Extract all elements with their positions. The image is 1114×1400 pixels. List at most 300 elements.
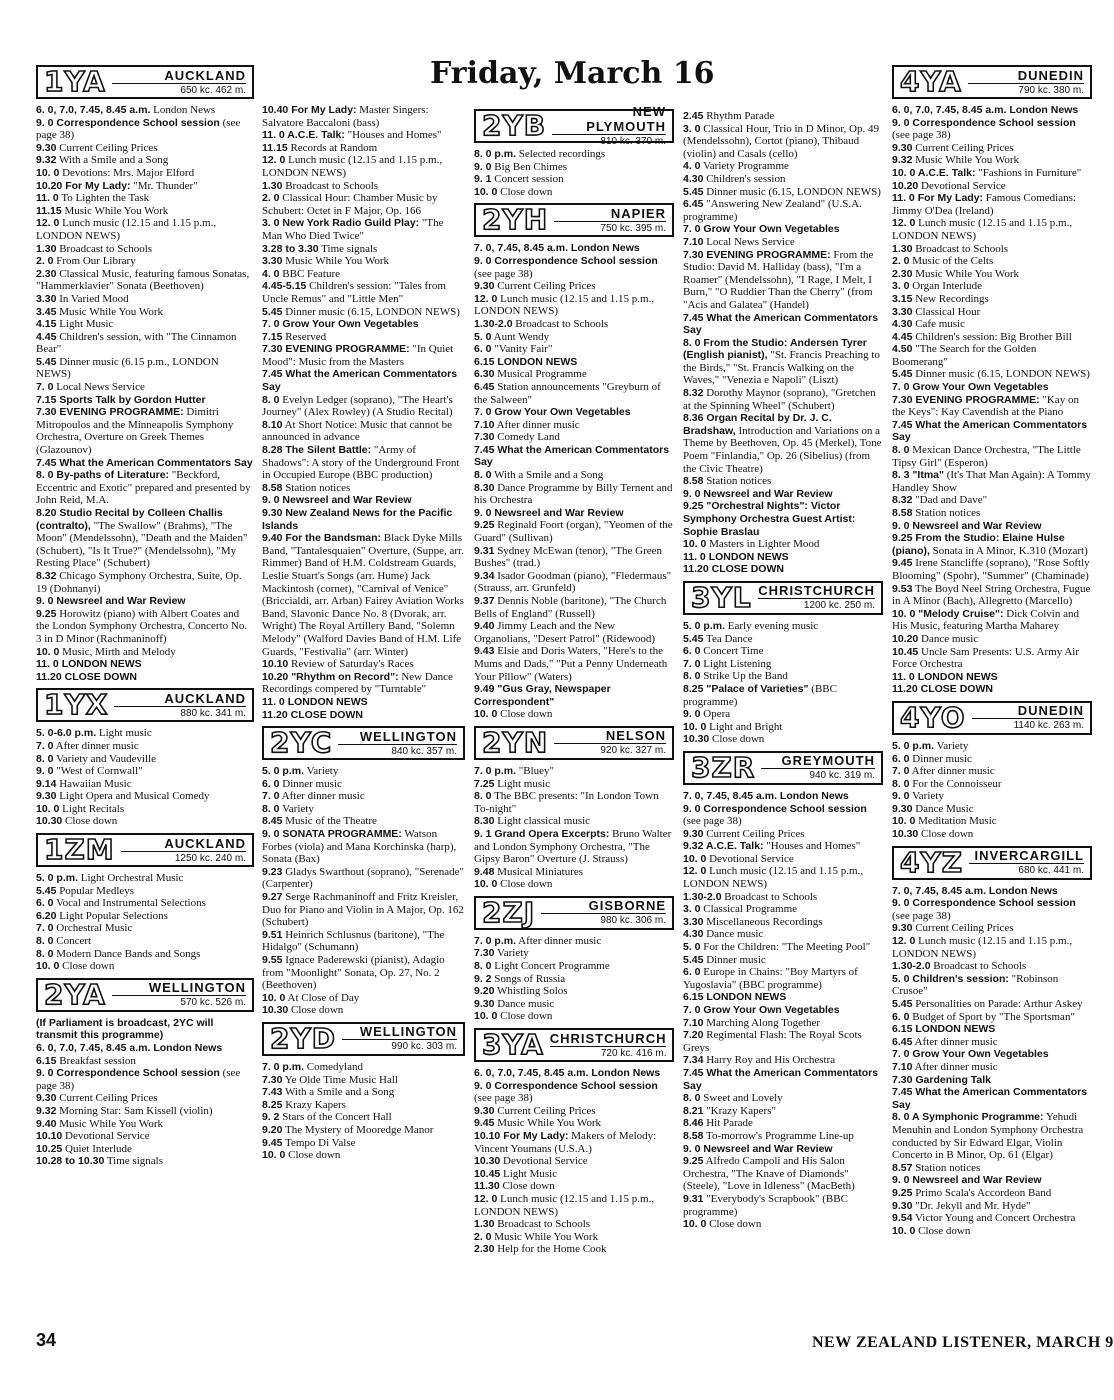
programme-text: Dennis Noble (baritone), "The Church Bells of England" (Russell) <box>474 595 667 620</box>
programme-text: Music of the Theatre <box>282 815 377 828</box>
programme-time: 8. 0 <box>892 444 910 457</box>
programme-text: Sweet and Lovely <box>700 1092 783 1105</box>
programme-entry <box>892 1111 1092 1161</box>
programme-time: 8.46 <box>683 1117 704 1130</box>
programme-entry <box>474 778 674 791</box>
programme-text: "Mr. Thunder" <box>130 179 198 192</box>
programme-time: 2. 0 <box>474 1230 492 1243</box>
programme-entry <box>683 1017 883 1030</box>
programme-entry <box>36 1055 254 1068</box>
programme-time: 8.10 <box>262 418 283 431</box>
programme-time: 9.30 <box>892 141 913 154</box>
programme-time: 1.30 <box>892 242 913 255</box>
programme-time: 8.32 <box>36 569 57 582</box>
programme-text: At Close of Day <box>285 991 360 1004</box>
programme-entry <box>474 255 674 280</box>
programme-entry <box>36 192 254 205</box>
programme-time: 9. 0 Newsreel and War Review <box>892 519 1042 532</box>
programme-time: 9. 0 Newsreel and War Review <box>683 1142 833 1155</box>
programme-text: Current Ceiling Prices <box>912 922 1014 935</box>
programme-entry <box>892 180 1092 193</box>
programme-text: Broadcast to Schools <box>512 317 609 330</box>
programme-time: 6.15 <box>36 1054 57 1067</box>
programme-text: Stars of the Concert Hall <box>279 1111 392 1124</box>
programme-entry <box>262 1086 465 1099</box>
station-frequency: 920 kc. 327 m. <box>600 745 666 757</box>
programme-list <box>892 104 1092 696</box>
programme-text: Devotional Service <box>918 179 1006 192</box>
programme-entry <box>474 1080 674 1105</box>
programme-text: Concert session <box>491 173 564 186</box>
programme-text: With a Smile and a Song <box>491 469 604 482</box>
programme-time: 9.14 <box>36 777 57 790</box>
programme-time: 9.30 New Zealand News for the Pacific Islands <box>262 507 453 532</box>
programme-entry <box>36 1017 254 1042</box>
programme-entry <box>262 790 465 803</box>
programme-entry <box>892 646 1092 671</box>
station-callsign: 2YA <box>44 977 106 1011</box>
programme-time: 9. 0 SONATA PROGRAMME: <box>262 828 402 841</box>
station-callsign: 2YD <box>270 1021 336 1055</box>
programme-text: Records at Random <box>287 141 378 154</box>
station-frequency: 990 kc. 303 m. <box>391 1041 457 1053</box>
programme-entry <box>474 519 674 544</box>
programme-entry <box>683 853 883 866</box>
programme-text: "Fashions in Furniture" <box>975 166 1082 179</box>
programme-text: Musical Miniatures <box>494 865 584 878</box>
programme-time: 7.30 Gardening Talk <box>892 1073 992 1086</box>
programme-entry <box>892 532 1092 557</box>
programme-text: With a Smile and a Song <box>282 1086 395 1099</box>
programme-time: 8. 0 <box>683 670 701 683</box>
programme-time: 8. 0 <box>474 960 492 973</box>
page-title: Friday, March 16 <box>430 56 715 91</box>
station-callsign: 1YA <box>44 65 106 98</box>
programme-text: "Dr. Jekyll and Mr. Hyde" <box>912 1199 1031 1212</box>
programme-time: 9.53 <box>892 582 913 595</box>
programme-time: 10. 0 <box>262 991 286 1004</box>
programme-time: 5. 0 <box>683 941 701 954</box>
programme-entry <box>683 941 883 954</box>
programme-time: 2.45 <box>683 110 704 122</box>
programme-entry <box>892 1212 1092 1225</box>
programme-time: 2.30 <box>892 267 913 280</box>
programme-entry <box>474 708 674 721</box>
station-callsign: 2ZJ <box>482 895 536 929</box>
programme-entry <box>683 500 883 538</box>
programme-entry <box>262 803 465 816</box>
programme-entry <box>474 947 674 960</box>
programme-text: Horowitz (piano) with Albert Coates and the London Symphony Orchestra, Concerto No. 3 in D Minor (Rachmaninoff) <box>36 607 248 645</box>
programme-time: 1.30 <box>474 1218 495 1231</box>
programme-time: 9. 0 <box>683 708 701 721</box>
programme-time: 11. 0 <box>36 192 59 205</box>
programme-time: 10.45 <box>892 645 919 658</box>
station-header-3ya <box>474 1028 674 1062</box>
programme-entry <box>474 293 674 318</box>
programme-text: From the Studio: David M. Halliday (bass), "I'm a Roamer" (Mendelssohn), "I Rage, I Melt, I Burn," "O Ruddier Than the Cherry" (from "Acis and Galatea" (Handel) <box>683 248 874 311</box>
programme-entry <box>474 419 674 432</box>
programme-time: 10. 0 <box>683 852 707 865</box>
programme-time: 7.10 <box>474 418 495 431</box>
programme-entry <box>683 828 883 841</box>
programme-text: After dinner music <box>912 1035 998 1048</box>
programme-time: 8.25 <box>262 1098 283 1111</box>
programme-entry <box>892 753 1092 766</box>
programme-time: 10. 0 <box>474 878 498 891</box>
programme-time: 7.30 EVENING PROGRAMME: <box>892 393 1040 406</box>
programme-text: The Mystery of Mooredge Manor <box>282 1123 434 1136</box>
programme-text: After dinner music <box>912 1060 998 1073</box>
programme-text: (see page 38) <box>892 909 951 922</box>
station-city: GREYMOUTH <box>761 753 875 769</box>
programme-entry <box>892 419 1092 444</box>
programme-time: 3.15 <box>892 292 913 305</box>
programme-time: 4.30 <box>683 172 704 185</box>
programme-text: Broadcast to Schools <box>721 890 818 903</box>
column-4 <box>683 110 883 1231</box>
programme-text: Sydney McEwan (tenor), "The Green Bushes" (trad.) <box>474 544 663 570</box>
programme-text: Variety <box>304 765 339 778</box>
station-frequency: 650 kc. 462 m. <box>180 84 246 96</box>
programme-time: 7.45 What the American Commentators Say <box>892 418 1088 444</box>
programme-text: From Our Library <box>53 255 136 268</box>
programme-text: Classical Programme <box>700 903 798 916</box>
programme-time: 12. 0 <box>36 217 60 230</box>
programme-entry <box>262 368 465 393</box>
programme-time: 10.20 <box>892 179 919 192</box>
programme-text: "Dad and Dave" <box>912 494 988 507</box>
programme-time: 6. 0, 7.0, 7.45, 8.45 a.m. London News <box>892 104 1079 116</box>
programme-time: 9.25 "Orchestral Nights": Victor Symphony Orchestra Guest Artist: Sophie Braslau <box>683 500 856 538</box>
programme-time: 7. 0 Grow Your Own Vegetables <box>683 223 840 236</box>
programme-time: 10. 0 <box>36 802 60 815</box>
programme-entry <box>892 1187 1092 1200</box>
programme-text: The BBC presents: "In London Town To-night" <box>474 790 659 815</box>
programme-time: 11. 0 For My Lady: <box>892 192 984 205</box>
programme-entry <box>36 318 254 331</box>
programme-text: With a Smile and a Song <box>56 154 169 167</box>
programme-entry <box>892 381 1092 394</box>
programme-list <box>36 1017 254 1168</box>
programme-entry <box>683 1218 883 1231</box>
programme-text: Master Singers: Salvatore Baccaloni (bass) <box>262 104 429 129</box>
programme-text: Light Opera and Musical Comedy <box>56 790 210 803</box>
station-callsign: 3ZR <box>691 750 756 784</box>
programme-text: Serge Rachmaninoff and Fritz Kreisler, Duo for Piano and Violin in A Major, Op. 162 (Schubert) <box>262 891 464 929</box>
programme-entry <box>892 765 1092 778</box>
programme-time: 9.32 <box>892 154 913 167</box>
programme-text: Classical Music, featuring famous Sonatas, "Hammerklavier" Sonata (Beethoven) <box>36 267 250 293</box>
programme-entry <box>36 948 254 961</box>
station-header-1yx <box>36 688 254 722</box>
programme-time: 9.25 <box>474 519 495 532</box>
column-5 <box>892 60 1092 1237</box>
programme-time: 9. 0 Correspondence School session <box>474 254 658 267</box>
programme-time: 5.45 <box>892 368 913 381</box>
programme-time: 9.32 <box>36 1104 57 1117</box>
programme-text: Early evening music <box>725 619 819 632</box>
programme-text: Lunch music (12.15 and 1.15 p.m., LONDON NEWS) <box>36 217 217 242</box>
station-city: CHRISTCHURCH <box>758 583 875 599</box>
programme-text: Dance music <box>494 997 555 1010</box>
programme-time: 10. 0 <box>683 1218 707 1231</box>
programme-time: 9.30 <box>36 1092 57 1105</box>
programme-time: 11.20 CLOSE DOWN <box>892 683 993 696</box>
programme-entry <box>683 1105 883 1118</box>
programme-entry <box>683 721 883 734</box>
programme-entry <box>683 790 883 803</box>
programme-time: 11. 0 LONDON NEWS <box>683 550 789 563</box>
station-city: DUNEDIN <box>968 68 1084 84</box>
programme-text: "St. Francis Preaching to the Birds," "St. Francis Walking on the Waves," "Venezia e Napoli" (Liszt) <box>683 349 880 387</box>
station-frequency: 1200 kc. 250 m. <box>803 600 875 612</box>
programme-entry <box>262 318 465 331</box>
programme-text: Chicago Symphony Orchestra, Suite, Op. 19 (Dohnanyi) <box>36 569 242 595</box>
programme-time: 7.43 <box>262 1086 283 1099</box>
programme-text: Uncle Sam Presents: U.S. Army Air Force Orchestra <box>892 645 1079 671</box>
programme-list <box>36 727 254 828</box>
programme-entry <box>36 753 254 766</box>
programme-time: 5.45 <box>36 355 57 368</box>
programme-time: 7.34 <box>683 1054 704 1067</box>
programme-entry <box>474 280 674 293</box>
programme-time: 8.45 <box>262 815 283 828</box>
programme-entry <box>892 1162 1092 1175</box>
programme-time: 9. 1 Grand Opera Excerpts: <box>474 827 610 840</box>
programme-entry <box>892 268 1092 281</box>
station-frequency: 980 kc. 306 m. <box>600 915 666 927</box>
programme-entry <box>892 104 1092 117</box>
programme-text: "Houses and Homes" <box>763 840 861 853</box>
programme-text: Quiet Interlude <box>62 1142 132 1155</box>
programme-entry <box>36 1155 254 1168</box>
programme-text: Dinner music (6.15 p.m., LONDON NEWS) <box>36 355 219 381</box>
programme-text: Close down <box>915 1224 971 1237</box>
programme-entry <box>262 482 465 495</box>
programme-time: 9. 0 <box>892 790 910 803</box>
programme-text: Dinner music (6.15, LONDON NEWS) <box>282 305 460 318</box>
programme-entry <box>892 1023 1092 1036</box>
programme-text: Dinner music (6.15, LONDON NEWS) <box>912 368 1090 381</box>
programme-text: Music While You Work <box>56 1117 164 1130</box>
programme-time: 9. 0 Correspondence School session <box>892 897 1076 910</box>
programme-text: Musical Programme <box>494 368 587 381</box>
programme-text: After dinner music <box>909 765 995 778</box>
programme-entry <box>683 658 883 671</box>
programme-entry <box>683 733 883 746</box>
programme-text: Yehudi Menuhin and London Symphony Orchestra conducted by Sir Edward Elgar, Violin Concerto in B Minor, Op. 61 (Elgar) <box>892 1111 1084 1162</box>
programme-time: 6.45 <box>474 380 495 393</box>
programme-text: Lunch music (12.15 and 1.15 p.m., LONDON NEWS) <box>892 217 1073 242</box>
programme-text: Comedyland <box>304 1060 363 1073</box>
station-city: AUCKLAND <box>114 691 246 707</box>
programme-text: Close down <box>497 878 553 891</box>
programme-entry <box>474 935 674 948</box>
programme-entry <box>683 1067 883 1092</box>
programme-entry <box>36 217 254 242</box>
programme-entry <box>683 412 883 475</box>
programme-time: 9. 0 Newsreel and War Review <box>474 506 624 519</box>
programme-list <box>892 740 1092 841</box>
programme-text: "Kay on the Keys": Kay Cavendish at the Piano <box>892 393 1079 419</box>
programme-entry <box>262 243 465 256</box>
programme-entry <box>36 671 254 684</box>
programme-time: 5. 0 <box>474 330 492 343</box>
programme-text: Variety Programme <box>700 160 789 173</box>
programme-entry <box>36 897 254 910</box>
programme-time: 6. 0, 7.0, 7.45, 8.45 a.m. London News <box>36 1042 223 1054</box>
programme-text: At Short Notice: Music that cannot be announced in advance <box>262 418 452 444</box>
programme-time: 4.50 <box>892 343 913 356</box>
programme-entry <box>474 1168 674 1181</box>
programme-text: In Varied Mood <box>56 292 129 305</box>
station-header-2yc <box>262 726 465 760</box>
programme-time: 8. 0 <box>474 790 492 803</box>
programme-time: 2. 0 <box>36 255 54 268</box>
programme-time: 7.10 <box>892 1060 913 1073</box>
programme-time: 5. 0 Children's session: <box>892 972 1009 985</box>
programme-text: Station announcements "Greyburn of the Salween" <box>474 380 661 406</box>
programme-text: Gladys Swarthout (soprano), "Serenade" (Carpenter) <box>262 865 465 891</box>
programme-text: Tempo Di Valse <box>282 1136 356 1149</box>
programme-time: 7. 0 p.m. <box>474 934 517 947</box>
programme-time: 7.30 <box>474 431 495 444</box>
programme-time: 9. 0 Newsreel and War Review <box>262 494 412 507</box>
programme-entry <box>892 192 1092 217</box>
programme-time: 5. 0-6.0 p.m. <box>36 727 97 740</box>
programme-entry <box>474 1155 674 1168</box>
programme-text: Devotional Service <box>500 1155 588 1168</box>
programme-time: 11. 0 LONDON NEWS <box>892 670 998 683</box>
programme-text: "Krazy Kapers" <box>703 1104 776 1117</box>
programme-entry <box>474 406 674 419</box>
programme-entry <box>262 658 465 671</box>
programme-text: Variety <box>494 947 529 960</box>
programme-list <box>474 765 674 891</box>
programme-entry <box>36 960 254 973</box>
programme-text: Current Ceiling Prices <box>56 1092 158 1105</box>
programme-entry <box>474 645 674 683</box>
programme-entry <box>683 1117 883 1130</box>
programme-entry <box>262 343 465 368</box>
programme-entry <box>683 223 883 236</box>
station-frequency: 680 kc. 441 m. <box>1018 865 1084 877</box>
station-frequency: 940 kc. 319 m. <box>809 770 875 782</box>
page-number: 34 <box>36 1330 57 1350</box>
programme-text: Strike Up the Band <box>700 670 788 683</box>
programme-text: Famous Comedians: Jimmy O'Dea (Ireland) <box>892 192 1076 217</box>
programme-entry <box>474 985 674 998</box>
programme-text: Close down <box>706 1218 762 1231</box>
programme-time: 9.30 <box>683 827 704 840</box>
programme-entry <box>262 268 465 281</box>
station-frequency: 790 kc. 380 m. <box>1018 84 1084 96</box>
programme-entry <box>892 671 1092 684</box>
programme-time: 9. 0 Correspondence School session <box>683 802 867 815</box>
programme-list <box>683 620 883 746</box>
programme-text: Lunch music (12.15 and 1.15 p.m., LONDON NEWS) <box>474 292 655 318</box>
programme-entry <box>892 1048 1092 1061</box>
programme-text: The Boyd Neel String Orchestra, Fugue in A Minor (Bach), Allegretto (Marcello) <box>892 582 1091 608</box>
programme-time: 10.45 <box>474 1167 501 1180</box>
programme-entry <box>683 803 883 828</box>
programme-text: Station notices <box>282 481 351 494</box>
programme-time: 9.30 <box>892 1199 913 1212</box>
station-city: NEW PLYMOUTH <box>552 104 666 135</box>
programme-text: Children's session, with "The Cinnamon Bear" <box>36 330 237 356</box>
programme-text: Light Popular Selections <box>56 909 168 922</box>
programme-time: 6.20 <box>36 909 57 922</box>
programme-text: Station notices <box>703 475 772 488</box>
programme-entry <box>262 419 465 444</box>
programme-entry <box>474 1180 674 1193</box>
programme-entry <box>262 444 465 482</box>
programme-time: 9.30 <box>36 790 57 803</box>
programme-entry <box>36 268 254 293</box>
programme-text: Station notices <box>912 1161 981 1174</box>
programme-time: 5. 0 p.m. <box>892 739 935 752</box>
programme-entry <box>683 110 883 123</box>
programme-time: 10.40 For My Lady: <box>262 104 357 116</box>
programme-time: 10. 0 A.C.E. Talk: <box>892 166 976 179</box>
programme-text: "Everybody's Scrapbook" (BBC programme) <box>683 1192 848 1218</box>
programme-text: Miscellaneous Recordings <box>703 915 823 928</box>
programme-text: Meditation Music <box>915 815 997 828</box>
programme-entry <box>892 394 1092 419</box>
programme-text: Whistling Solos <box>494 985 568 998</box>
programme-text: Selected recordings <box>516 148 606 160</box>
programme-text: Popular Medleys <box>56 884 135 897</box>
programme-time: 8.58 <box>683 1129 704 1142</box>
programme-entry <box>474 431 674 444</box>
programme-time: 11.20 CLOSE DOWN <box>683 563 784 576</box>
programme-time: 9.30 <box>474 1104 495 1117</box>
programme-entry <box>892 255 1092 268</box>
programme-entry <box>892 507 1092 520</box>
programme-entry <box>36 255 254 268</box>
programme-text: Opera <box>700 708 731 721</box>
programme-entry <box>892 331 1092 344</box>
programme-entry <box>892 790 1092 803</box>
programme-entry <box>474 186 674 199</box>
programme-text: After dinner music <box>53 739 139 752</box>
programme-entry <box>36 885 254 898</box>
programme-entry <box>36 142 254 155</box>
programme-time: 7.30 <box>474 947 495 960</box>
programme-time: 5.45 <box>262 305 283 318</box>
programme-time: 8.28 The Silent Battle: <box>262 444 372 457</box>
programme-time: 9. 0 Newsreel and War Review <box>36 595 186 608</box>
programme-text: Elsie and Doris Waters, "Here's to the Mums and Dads," "Put a Penny Underneath Your Pillow" (Waters) <box>474 645 668 683</box>
programme-text: Alfredo Campoli and His Salon Orchestra, "The Knave of Diamonds" (Steele), "Love in Idleness" (MacBeth) <box>683 1155 855 1193</box>
programme-entry <box>683 683 883 708</box>
programme-time: 3. 0 New York Radio Guild Play: <box>262 217 420 230</box>
programme-entry <box>474 866 674 879</box>
programme-entry <box>262 1004 465 1017</box>
programme-entry <box>262 142 465 155</box>
programme-time: 10.30 <box>892 828 919 841</box>
programme-text: Lunch music (12.15 and 1.15 p.m., LONDON NEWS) <box>262 154 443 179</box>
station-callsign: 2YC <box>270 726 333 760</box>
station-header-2zj <box>474 896 674 930</box>
programme-time: 8.57 <box>892 1161 913 1174</box>
programme-time: 9.55 <box>262 954 283 966</box>
programme-text: For the Children: "The Meeting Pool" <box>700 941 871 954</box>
programme-text: Rhythm Parade <box>703 110 775 122</box>
programme-entry <box>36 205 254 218</box>
programme-time: 8.30 <box>474 481 495 494</box>
